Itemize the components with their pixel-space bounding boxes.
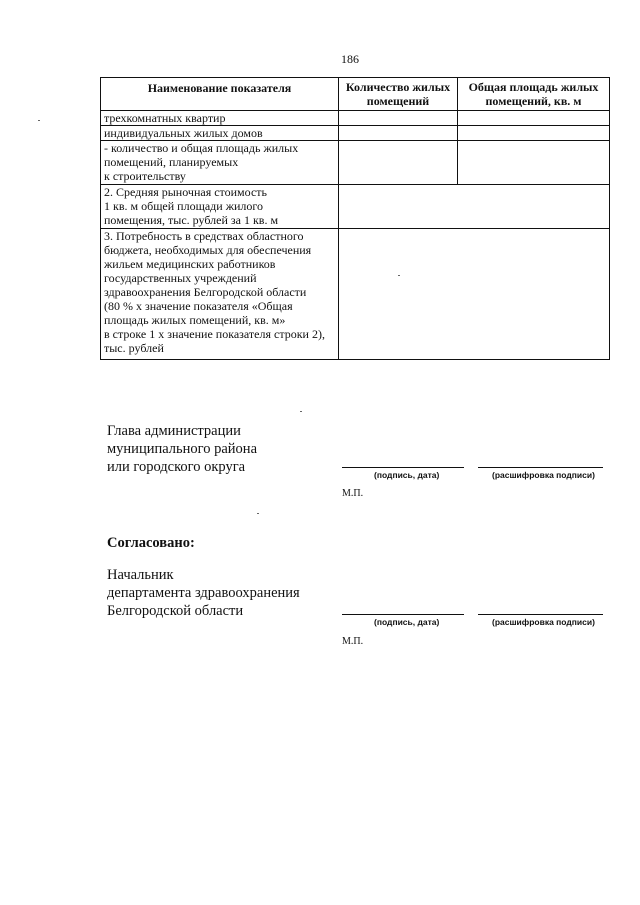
cell-empty [339,111,458,126]
signatory-title-head: Глава администрации муниципального района или городского округа [107,423,257,475]
scan-speck [257,513,259,514]
signatory-title-department: Начальник департамента здравоохранения Белгородской области [107,567,300,619]
name-line [478,467,603,468]
indicator-table [100,77,610,360]
stamp-place-label: М.П. [342,636,364,647]
cell-empty [458,141,610,185]
table-row [101,229,610,360]
row-individual-houses: индивидуальных жилых домов [101,126,339,141]
signature-line [342,614,464,615]
caption-name-decoding: (расшифровка подписи) [492,617,595,627]
cell-empty [458,126,610,141]
row-market-price: 2. Средняя рыночная стоимость 1 кв. м общей площади жилого помещения, тыс. рублей за 1 кв. м [101,185,339,229]
header-total-area: Общая площадь жилых помещений, кв. м [458,78,610,111]
table-row [101,185,610,229]
name-line [478,614,603,615]
cell-empty [339,141,458,185]
caption-name-decoding: (расшифровка подписи) [492,470,595,480]
caption-signature-date: (подпись, дата) [374,617,440,627]
cell-empty [339,126,458,141]
page-number: 186 [341,52,359,66]
scan-speck [38,120,40,121]
stamp-place-label: М.П. [342,488,364,499]
table-row [101,126,610,141]
table-row [101,111,610,126]
caption-signature-date: (подпись, дата) [374,470,440,480]
scan-speck [300,411,302,412]
header-indicator-name: Наименование показателя [101,78,339,111]
cell-empty [458,111,610,126]
header-housing-count: Количество жилых помещений [339,78,458,111]
row-budget-need: 3. Потребность в средствах областного бюджета, необходимых для обеспечения жильем медицинских работников государственных учреждений здравоохранения Белгородской области (80 % х значение показателя «Общая площадь жилых помещений, кв. м» в строке 1 х значение показателя строки 2), тыс. рублей [101,229,339,360]
signature-line [342,467,464,468]
row-planned-construction: - количество и общая площадь жилых помещений, планируемых к строительству [101,141,339,185]
scan-speck [398,275,400,276]
cell-empty-merged [339,185,610,229]
approved-label: Согласовано: [107,535,195,551]
cell-empty-merged [339,229,610,360]
row-three-room-apartments: трехкомнатных квартир [101,111,339,126]
table-header-row [101,78,610,111]
table-row [101,141,610,185]
